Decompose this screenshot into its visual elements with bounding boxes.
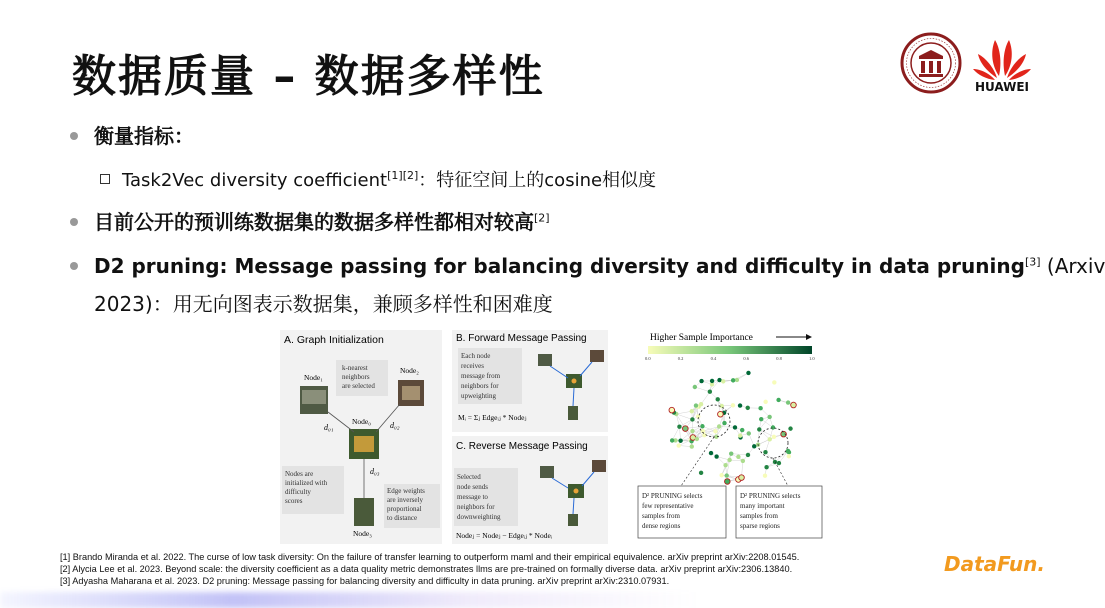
graph-node (699, 402, 703, 406)
graph-node (759, 417, 763, 421)
square-bullet-icon (100, 174, 110, 184)
graph-edge (731, 454, 748, 455)
graph-node (768, 437, 772, 441)
graph-node (736, 455, 740, 459)
colorbar-tick: 0.4 (710, 356, 717, 361)
graph-node (757, 427, 761, 431)
svg-text:D² PRUNING selectsmany importa: D² PRUNING selects many important samples from sparse regions (740, 492, 801, 530)
svg-text:d₀₂: d₀₂ (390, 421, 400, 430)
graph-node (677, 425, 681, 429)
graph-edge (676, 414, 692, 419)
node2-label: Node₂ (400, 366, 419, 375)
node0-label: Node₀ (352, 417, 371, 426)
importance-colorbar (648, 346, 812, 354)
d2-pruning-line2: 2023)：用无向图表示数据集，兼顾多样性和困难度 (94, 292, 553, 316)
graph-node (717, 424, 721, 428)
graph-node (763, 450, 767, 454)
graph-node (725, 473, 729, 477)
graph-node (772, 380, 776, 384)
graph-edge (676, 411, 692, 414)
citation-sup: [3] (1024, 255, 1041, 269)
panel-b-title: B. Forward Message Passing (456, 333, 587, 344)
graph-node (694, 403, 698, 407)
graph-node (767, 415, 771, 419)
graph-node (714, 454, 718, 458)
svg-text:Edge weightsare inverselypropo: Edge weights are inversely proportional to distance (387, 487, 425, 522)
graph-node (763, 473, 767, 477)
graph-node (716, 397, 720, 401)
svg-text:d₀₃: d₀₃ (370, 467, 380, 476)
graph-node (729, 451, 733, 455)
graph-node (776, 398, 780, 402)
graph-node (746, 453, 750, 457)
d2-arxiv-note: (Arxiv (1040, 254, 1105, 278)
graph-node (695, 437, 699, 441)
task2vec-rest: ：特征空间上的cosine相似度 (418, 170, 657, 191)
reference-1: [1] Brando Miranda et al. 2022. The curse of low task diversity: On the failure of transfer learning to outperform maml and their empirical equivalence. arXiv preprint arXiv:2208.01545. (60, 552, 800, 562)
importance-label: Higher Sample Importance (650, 333, 753, 343)
graph-node (670, 438, 674, 442)
graph-node (787, 454, 791, 458)
colorbar-tick: 0.8 (776, 356, 782, 361)
graph-node (746, 371, 750, 375)
graph-node (772, 435, 776, 439)
graph-node (690, 429, 694, 433)
graph-node (669, 407, 675, 413)
colorbar-tick: 0.6 (743, 356, 750, 361)
graph-node (710, 379, 714, 383)
graph-node (777, 461, 781, 465)
graph-node (747, 431, 751, 435)
slide-title: 数据质量 – 数据多样性 (72, 51, 545, 102)
colorbar-tick: 0.2 (677, 356, 684, 361)
citation-sup: [2] (534, 211, 550, 225)
graph-node (746, 406, 750, 410)
bullet-dot-icon (70, 262, 78, 270)
graph-node (758, 406, 762, 410)
graph-node (700, 424, 704, 428)
graph-node (719, 473, 723, 477)
node3-label: Node₃ (353, 529, 372, 538)
reference-2: [2] Alycia Lee et al. 2023. Beyond scale: the diversity coefficient as a data quality metric demonstrates llms are pre-trained on formally diverse data. arXiv preprint arXiv:2306.13840. (60, 564, 793, 574)
graph-node (713, 429, 717, 433)
svg-text:k-nearestneighborsare selected: k-nearest neighbors are selected (342, 364, 375, 390)
graph-node (764, 465, 768, 469)
graph-node (718, 411, 724, 417)
references (60, 551, 799, 587)
bullet-d2-pruning (70, 254, 1105, 278)
graph-node (752, 444, 756, 448)
colorbar-tick: 0.0 (645, 356, 651, 361)
graph-node (739, 475, 745, 481)
graph-node (709, 451, 713, 455)
graph-node (786, 449, 790, 453)
graph-node (788, 426, 792, 430)
reverse-equation: Nodeⱼ = Nodeⱼ − Edgeᵢⱼ * Nodeᵢ (456, 531, 553, 540)
citation-sup: [1][2] (387, 169, 419, 182)
graph-node (771, 425, 775, 429)
graph-node (690, 409, 694, 413)
panel-a-title: A. Graph Initialization (284, 334, 384, 346)
graph-node (723, 463, 727, 467)
graph-node (699, 379, 703, 383)
graph-node (733, 425, 737, 429)
graph-node (731, 403, 735, 407)
graph-node (738, 433, 742, 437)
graph-node (717, 378, 721, 382)
graph-node (677, 443, 681, 447)
graph-node (690, 417, 694, 421)
graph-node (693, 385, 697, 389)
sub-bullet-task2vec (100, 166, 656, 192)
graph-node (721, 379, 725, 383)
huawei-wordmark: HUAWEI (974, 80, 1030, 94)
d2-pruning-figure (276, 326, 824, 544)
forward-equation: Mᵢ = Σⱼ Edgeᵢⱼ * Nodeⱼ (458, 413, 527, 422)
graph-node (740, 428, 744, 432)
graph-node (678, 439, 682, 443)
bullet-public-datasets-text: 目前公开的预训练数据集的数据多样性都相对较高 (94, 210, 534, 234)
svg-text:D² PRUNING selectsfew represen: D² PRUNING selects few representative samples from dense regions (642, 492, 703, 530)
colorbar-tick: 1.0 (809, 356, 815, 361)
bullet-dot-icon (70, 218, 78, 226)
graph-node (791, 402, 797, 408)
task2vec-text: Task2Vec diversity coefficient (122, 170, 388, 191)
bullet-public-datasets (70, 206, 550, 235)
graph-node (699, 471, 703, 475)
svg-text:d₀₁: d₀₁ (324, 423, 334, 432)
graph-edge (701, 392, 710, 404)
graph-node (738, 403, 742, 407)
graph-node (727, 458, 731, 462)
node3-image (354, 498, 374, 526)
graph-node (708, 390, 712, 394)
svg-text:Selectednode sendsmessage tone: Selected node sends message to neighbors for downweighting (457, 473, 501, 521)
node1-label: Node₁ (304, 373, 323, 382)
graph-node (725, 479, 731, 485)
pku-seal-icon (900, 32, 962, 94)
footer-gradient-bar (0, 592, 700, 608)
svg-text:Nodes areinitialized withdiffi: Nodes are initialized with difficulty scores (285, 470, 328, 505)
reference-3: [3] Adyasha Maharana et al. 2023. D2 pruning: Message passing for balancing diversity and difficulty in data pruning. arXiv preprint arXiv:2310.07931. (60, 576, 670, 586)
graph-node (786, 400, 790, 404)
graph-edge (695, 387, 710, 392)
bullet-metric (70, 120, 194, 149)
graph-node (683, 426, 689, 432)
graph-node (735, 378, 739, 382)
bullet-dot-icon (70, 132, 78, 140)
svg-text:Each nodereceivesmessage fromn: Each node receives message from neighbors for upweighting (461, 352, 501, 400)
graph-node (741, 459, 745, 463)
datafun-logo: DataFun. (944, 552, 1045, 576)
graph-node (763, 400, 767, 404)
graph-node (722, 421, 726, 425)
graph-node (690, 444, 694, 448)
panel-c-title: C. Reverse Message Passing (456, 441, 588, 452)
bullet-metric-text: 衡量指标： (94, 124, 194, 148)
d2-pruning-title: D2 pruning: Message passing for balancing diversity and difficulty in data pruning (94, 254, 1025, 278)
graph-node (731, 378, 735, 382)
